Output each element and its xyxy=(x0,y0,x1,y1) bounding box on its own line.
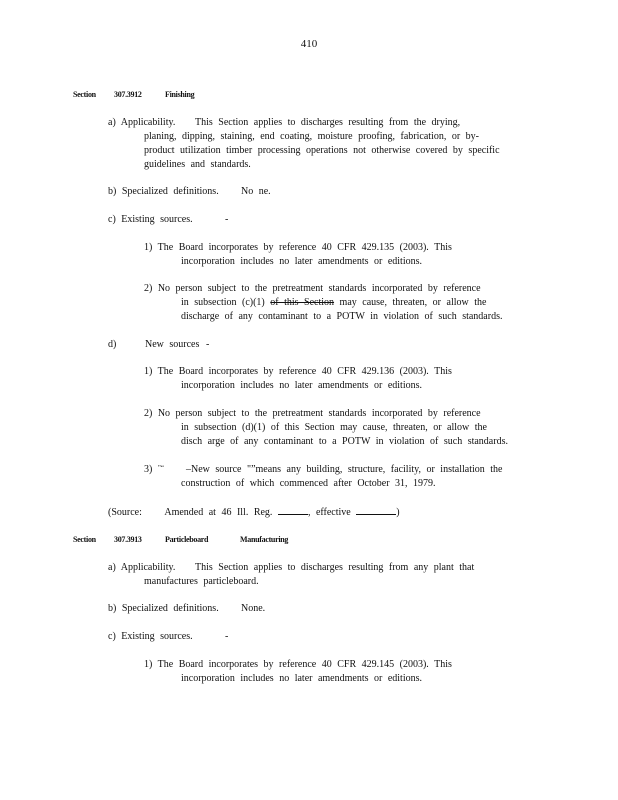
section-title: Particleboard xyxy=(165,535,209,544)
paragraph-c2-line: discharge of any contaminant to a POTW in violation of such standards. xyxy=(181,311,503,322)
subsection-c-label: c) Existing sources. xyxy=(108,631,193,642)
subsection-a-label: a) Applicability. xyxy=(108,562,176,573)
subsection-b-label: b) Specialized definitions. xyxy=(108,603,219,614)
subsection-a-text-line: product utilization timber processing operations not otherwise covered by specific xyxy=(144,145,500,156)
paragraph-c2-text: may cause, threaten, or allow the xyxy=(339,297,487,308)
subsection-a-text-line: manufactures particleboard. xyxy=(144,576,259,587)
paragraph-c1-line: 1) The Board incorporates by reference 40 CFR 429.135 (2003). This xyxy=(144,242,452,253)
source-separator: , xyxy=(307,507,311,518)
section-heading-label: Section xyxy=(73,90,96,99)
subsection-d-dash: - xyxy=(206,339,210,350)
subsection-a-text-line: This Section applies to discharges resulting from the drying, xyxy=(195,117,461,128)
paragraph-c1-line: incorporation includes no later amendments or editions. xyxy=(181,256,422,267)
section-title-continued: Manufacturing xyxy=(240,535,289,544)
source-effective: effective xyxy=(315,507,351,518)
subsection-d-title: New sources xyxy=(145,339,200,350)
register-page-blank xyxy=(278,505,308,515)
section-number: 307.3913 xyxy=(114,535,142,544)
paragraph-d1-line: incorporation includes no later amendments or editions. xyxy=(181,380,422,391)
paragraph-c1-line: 1) The Board incorporates by reference 40 CFR 429.145 (2003). This xyxy=(144,659,452,670)
subsection-c-dash: - xyxy=(225,631,229,642)
source-text: Amended at 46 Ill. Reg. xyxy=(164,507,273,518)
subsection-b-text: None. xyxy=(241,603,266,614)
paragraph-d3-line: construction of which commenced after October 31, 1979. xyxy=(181,478,436,489)
subsection-c-dash: - xyxy=(225,214,229,225)
subsection-a-text-line: guidelines and standards. xyxy=(144,159,251,170)
subsection-b-label: b) Specialized definitions. xyxy=(108,186,219,197)
paragraph-c2-text: in subsection (c)(1) xyxy=(181,297,265,308)
subsection-b-text: No ne. xyxy=(241,186,271,197)
paragraph-d2-line: 2) No person subject to the pretreatment standards incorporated by reference xyxy=(144,408,481,419)
paragraph-d2-line: disch arge of any contaminant to a POTW in violation of such standards. xyxy=(181,436,508,447)
subsection-c-label: c) Existing sources. xyxy=(108,214,193,225)
subsection-a-text-line: planing, dipping, staining, end coating, moisture proofing, fabrication, or by- xyxy=(144,131,479,142)
source-note xyxy=(108,505,400,520)
paragraph-d3-line: –New source "”means any building, structure, facility, or installation the xyxy=(186,464,503,475)
source-close: ) xyxy=(396,507,400,518)
paragraph-d2-line: in subsection (d)(1) of this Section may cause, threaten, or allow the xyxy=(181,422,487,433)
section-title: Finishing xyxy=(165,90,195,99)
effective-date-blank xyxy=(356,505,396,515)
deleted-text: of this Section xyxy=(270,297,335,308)
paragraph-c2-line: 2) No person subject to the pretreatment standards incorporated by reference xyxy=(144,283,481,294)
paragraph-d1-line: 1) The Board incorporates by reference 40 CFR 429.136 (2003). This xyxy=(144,366,452,377)
subsection-a-text-line: This Section applies to discharges resulting from any plant that xyxy=(195,562,475,573)
source-label: (Source: xyxy=(108,507,142,518)
page-number: 410 xyxy=(300,38,318,50)
section-number: 307.3912 xyxy=(114,90,142,99)
paragraph-c1-line: incorporation includes no later amendments or editions. xyxy=(181,673,422,684)
paragraph-c2-line xyxy=(181,296,486,310)
paragraph-d3-label: 3) xyxy=(144,464,153,475)
section-heading-label: Section xyxy=(73,535,96,544)
subsection-d-label: d) xyxy=(108,339,117,350)
subsection-a-label: a) Applicability. xyxy=(108,117,176,128)
paragraph-d3-marks: "“ xyxy=(158,464,164,472)
